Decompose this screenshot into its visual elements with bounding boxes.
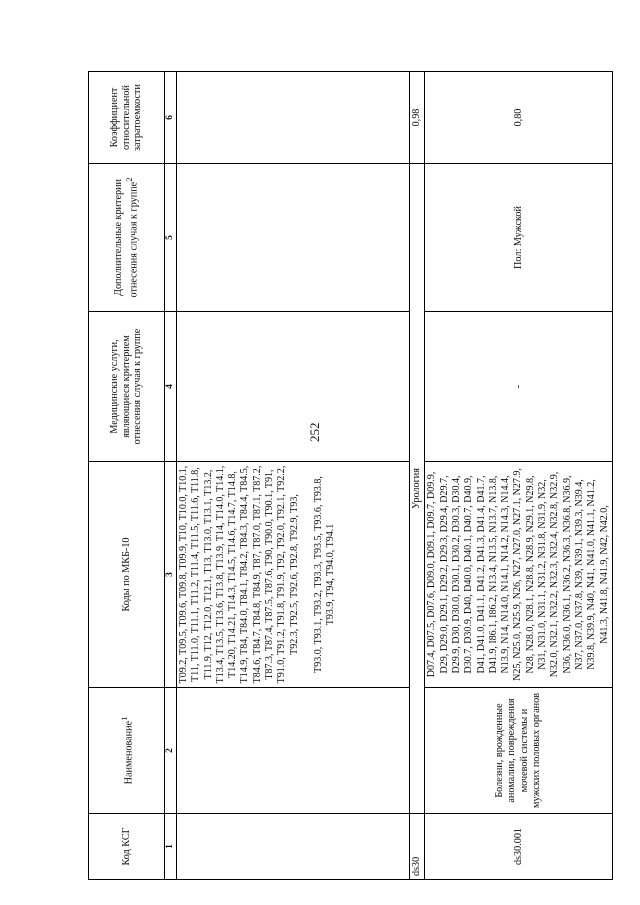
section-code: ds30 xyxy=(410,814,425,880)
column-number-row xyxy=(165,72,177,880)
ksg-table xyxy=(88,71,613,880)
ksg-table-container xyxy=(88,72,613,880)
column-number: 4 xyxy=(165,312,177,462)
table-row-ds30-001 xyxy=(425,72,613,880)
section-title: Урология xyxy=(410,164,425,814)
continued-criteria-cell xyxy=(177,164,410,312)
column-number: 1 xyxy=(165,814,177,880)
section-row xyxy=(410,72,425,880)
coefficient-value: 0,80 xyxy=(425,72,613,164)
continued-name-cell xyxy=(177,688,410,814)
continued-icd-codes: T09.2, T09.5, T09.6, T09.8, T09.9, T10, T10.0, T10.1, T11, T11.0, T11.1, T11.2, T11.4, T11.5, T11.6, T11.8, T11.9, T12, T12.0, T12.1, T13, T13.0, T13.1, T13.2, T13.4, T13.5, T13.6, T13.8, T13.9, T14, T14.0, T14.1, T14.20, T14.21, T14.3, T14.5, T14.6, T14.7, T14.8, T14.9, T84, T84.0, T84.1, T84.2, T84.3, T84.4, T84.5, T84.6, T84.7, T84.8, T84.9, T87, T87.0, T87.1, T87.2, T87.3, T87.4, T87.5, T87.6, T90, T90.0, T90.1, T91, T91.0, T91.2, T91.8, T91.9, T92, T92.0, T92.1, T92.2, T92.3, T92.5, T92.6, T92.8, T92.9, T93, T93.0, T93.1, T93.2, T93.3, T93.5, T93.6, T93.8, T93.9, T94, T94.0, T94.1 xyxy=(177,462,410,688)
header-criteria: Дополнительные критерии отнесения случая к группе$^2$ xyxy=(89,164,165,312)
continued-code-cell xyxy=(177,814,410,880)
header-services: Медицинские услуги, являющиеся критерием отнесения случая к группе xyxy=(89,312,165,462)
criteria-value: Пол: Мужской xyxy=(425,164,613,312)
page-number: 252 xyxy=(307,422,322,442)
section-coefficient: 0,98 xyxy=(410,72,425,164)
header-icd-codes: Коды по МКБ-10 xyxy=(89,462,165,688)
continued-coefficient-cell xyxy=(177,72,410,164)
table-row-continued xyxy=(177,72,410,880)
header-coefficient: Коэффициент относительной затратоемкости xyxy=(89,72,165,164)
column-number: 5 xyxy=(165,164,177,312)
column-number: 6 xyxy=(165,72,177,164)
header-row xyxy=(89,72,165,880)
services-value: - xyxy=(425,312,613,462)
column-number: 2 xyxy=(165,688,177,814)
continued-services-cell xyxy=(177,312,410,462)
icd-codes: D07.4, D07.5, D07.6, D09.0, D09.1, D09.7, D09.9, D29, D29.0, D29.1, D29.2, D29.3, D29.4, D29.7, D29.9, D30, D30.0, D30.1, D30.2, D30.3, D30.4, D30.7, D30.9, D40, D40.0, D40.1, D40.7, D40.9, D41, D41.0, D41.1, D41.2, D41.3, D41.4, D41.7, D41.9, I86.1, I86.2, N13.4, N13.5, N13.7, N13.8, N13.9, N14, N14.0, N14.1, N14.2, N14.3, N14.4, N25, N25.0, N25.9, N26, N27, N27.0, N27.1, N27.9, N28, N28.0, N28.1, N28.8, N28.9, N29.1, N29.8, N31, N31.0, N31.1, N31.2, N31.8, N31.9, N32, N32.0, N32.1, N32.2, N32.3, N32.4, N32.8, N32.9, N36, N36.0, N36.1, N36.2, N36.3, N36.8, N36.9, N37, N37.0, N37.8, N39, N39.1, N39.3, N39.4, N39.8, N39.9, N40, N41, N41.0, N41.1, N41.2, N41.3, N41.8, N41.9, N42, N42.0, xyxy=(425,462,613,688)
ksg-code: ds30.001 xyxy=(425,814,613,880)
header-code: Код КСГ xyxy=(89,814,165,880)
column-number: 3 xyxy=(165,462,177,688)
header-name: Наименование$^1$ xyxy=(89,688,165,814)
ksg-name: Болезни, врожденные аномалии, повреждения мочевой системы и мужских половых органов xyxy=(425,688,613,814)
